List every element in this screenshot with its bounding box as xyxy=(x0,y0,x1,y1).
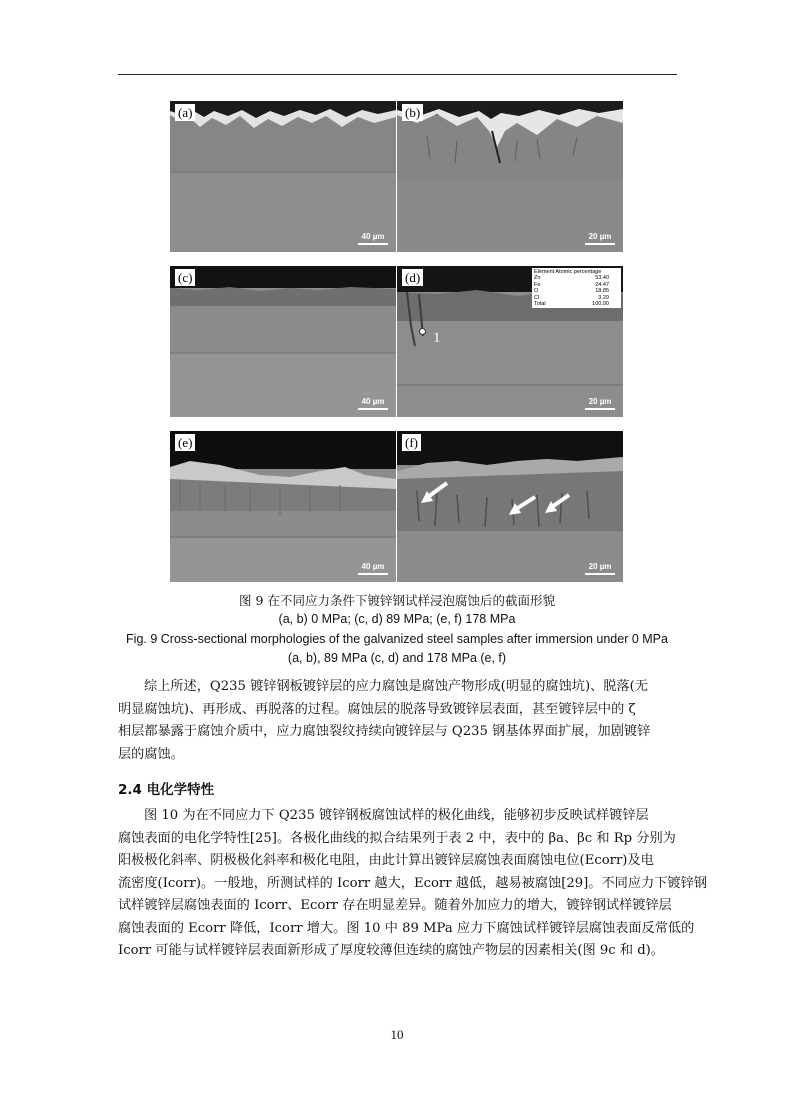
eds-element: Total xyxy=(534,301,546,308)
paragraph-electrochemistry xyxy=(118,805,707,963)
text-line: Icorr 可能与试样镀锌层表面新形成了厚度较薄但连续的腐蚀产物层的因素相关(图 9c 和 d)。 xyxy=(118,943,664,958)
scale-text-c: 40 µm xyxy=(361,397,385,406)
scale-line-d xyxy=(585,408,615,410)
eds-table xyxy=(532,268,621,308)
panel-label-a: (a) xyxy=(175,104,195,121)
sem-panel-e xyxy=(170,431,396,582)
sem-image-b xyxy=(397,101,623,252)
scale-text-b: 20 µm xyxy=(588,232,612,241)
sem-panel-a xyxy=(170,101,396,252)
paragraph-summary xyxy=(118,676,677,766)
panel-label-d: (d) xyxy=(402,269,423,286)
text-line xyxy=(118,676,677,699)
sem-panel-b xyxy=(397,101,623,252)
eds-element: Zn xyxy=(534,275,541,282)
sem-image-f xyxy=(397,431,623,582)
text-line: 腐蚀表面的 Ecorr 降低，Icorr 增大。图 10 中 89 MPa 应力下腐蚀试样镀锌层腐蚀表面反常低的 xyxy=(118,920,695,936)
sem-image-e xyxy=(170,431,396,582)
text-line: 流密度(Icorr)。一般地，所测试样的 Icorr 越大，Ecorr 越低，越易被腐蚀[29]。不同应力下镀锌钢 xyxy=(118,875,707,891)
eds-value: 53.40 xyxy=(595,275,609,282)
sem-image-a xyxy=(170,101,396,252)
eds-element: Cl xyxy=(534,294,540,301)
sem-panel-c xyxy=(170,266,396,417)
scale-bar-c xyxy=(358,397,388,410)
figure-caption-en-sub: (a, b), 89 MPa (c, d) and 178 MPa (e, f) xyxy=(287,651,507,665)
scale-line-e xyxy=(358,573,388,575)
header-rule xyxy=(118,74,677,75)
eds-spot-marker xyxy=(419,328,426,335)
eds-spot-label: 1 xyxy=(433,330,441,346)
scale-text-a: 40 µm xyxy=(361,232,385,241)
text-line: 腐蚀表面的电化学特性[25]。各极化曲线的拟合结果列于表 2 中，表中的 βa、βc 和 Rp 分别为 xyxy=(118,830,676,846)
eds-value: 100.00 xyxy=(592,301,609,308)
scale-text-e: 40 µm xyxy=(361,562,385,571)
figure-caption-en: Fig. 9 Cross-sectional morphologies of the galvanized steel samples after immersion under 0 MPa xyxy=(126,632,668,646)
section-heading: 2.4 电化学特性 xyxy=(118,782,215,798)
text-line: 相层都暴露于腐蚀介质中，应力腐蚀裂纹持续向镀锌层与 Q235 钢基体界面扩展，加剧镀锌 xyxy=(118,724,651,739)
text-line: 明显腐蚀坑)、再形成、再脱落的过程。腐蚀层的脱落导致镀锌层表面，甚至镀锌层中的 ζ xyxy=(118,701,636,717)
panel-label-c: (c) xyxy=(175,269,195,286)
scale-bar-d xyxy=(585,397,615,410)
scale-line-c xyxy=(358,408,388,410)
eds-value: 3.29 xyxy=(598,294,609,301)
scale-line-f xyxy=(585,573,615,575)
figure-caption-cn-sub: (a, b) 0 MPa; (c, d) 89 MPa; (e, f) 178 MPa xyxy=(278,612,516,626)
scale-text-f: 20 µm xyxy=(588,562,612,571)
eds-title: Element Atomic percentage xyxy=(534,269,602,275)
scale-bar-e xyxy=(358,562,388,575)
scale-line-a xyxy=(358,243,388,245)
scale-bar-a xyxy=(358,232,388,245)
text-line xyxy=(118,805,677,828)
eds-values xyxy=(534,275,619,307)
eds-value: 18.85 xyxy=(595,288,609,295)
sem-image-c xyxy=(170,266,396,417)
text-line-content: 综上所述，Q235 镀锌钢板镀锌层的应力腐蚀是腐蚀产物形成(明显的腐蚀坑)、脱落(无 xyxy=(144,679,648,694)
scale-bar-b xyxy=(585,232,615,245)
sem-panel-d xyxy=(397,266,623,417)
text-line: 试样镀锌层腐蚀表面的 Icorr、Ecorr 存在明显差异。随着外加应力的增大，镀锌钢试样镀锌层 xyxy=(118,898,672,913)
scale-text-d: 20 µm xyxy=(588,397,612,406)
text-line: 阳极极化斜率、阴极极化斜率和极化电阻，由此计算出镀锌层腐蚀表面腐蚀电位(Ecorr)及电 xyxy=(118,853,654,868)
panel-label-f: (f) xyxy=(402,434,421,451)
panel-label-e: (e) xyxy=(175,434,195,451)
page-number: 10 xyxy=(390,1027,404,1042)
scale-bar-f xyxy=(585,562,615,575)
text-line: 层的腐蚀。 xyxy=(118,746,184,762)
panel-label-b: (b) xyxy=(402,104,423,121)
sem-panel-f xyxy=(397,431,623,582)
eds-element: O xyxy=(534,288,539,295)
figure-caption-cn: 图 9 在不同应力条件下镀锌钢试样浸泡腐蚀后的截面形貌 xyxy=(239,593,555,608)
eds-element: Fe xyxy=(534,281,541,288)
eds-row xyxy=(534,301,619,307)
eds-value: 24.47 xyxy=(595,281,609,288)
text-line-content: 图 10 为在不同应力下 Q235 镀锌钢板腐蚀试样的极化曲线，能够初步反映试样镀锌层 xyxy=(144,808,649,823)
scale-line-b xyxy=(585,243,615,245)
